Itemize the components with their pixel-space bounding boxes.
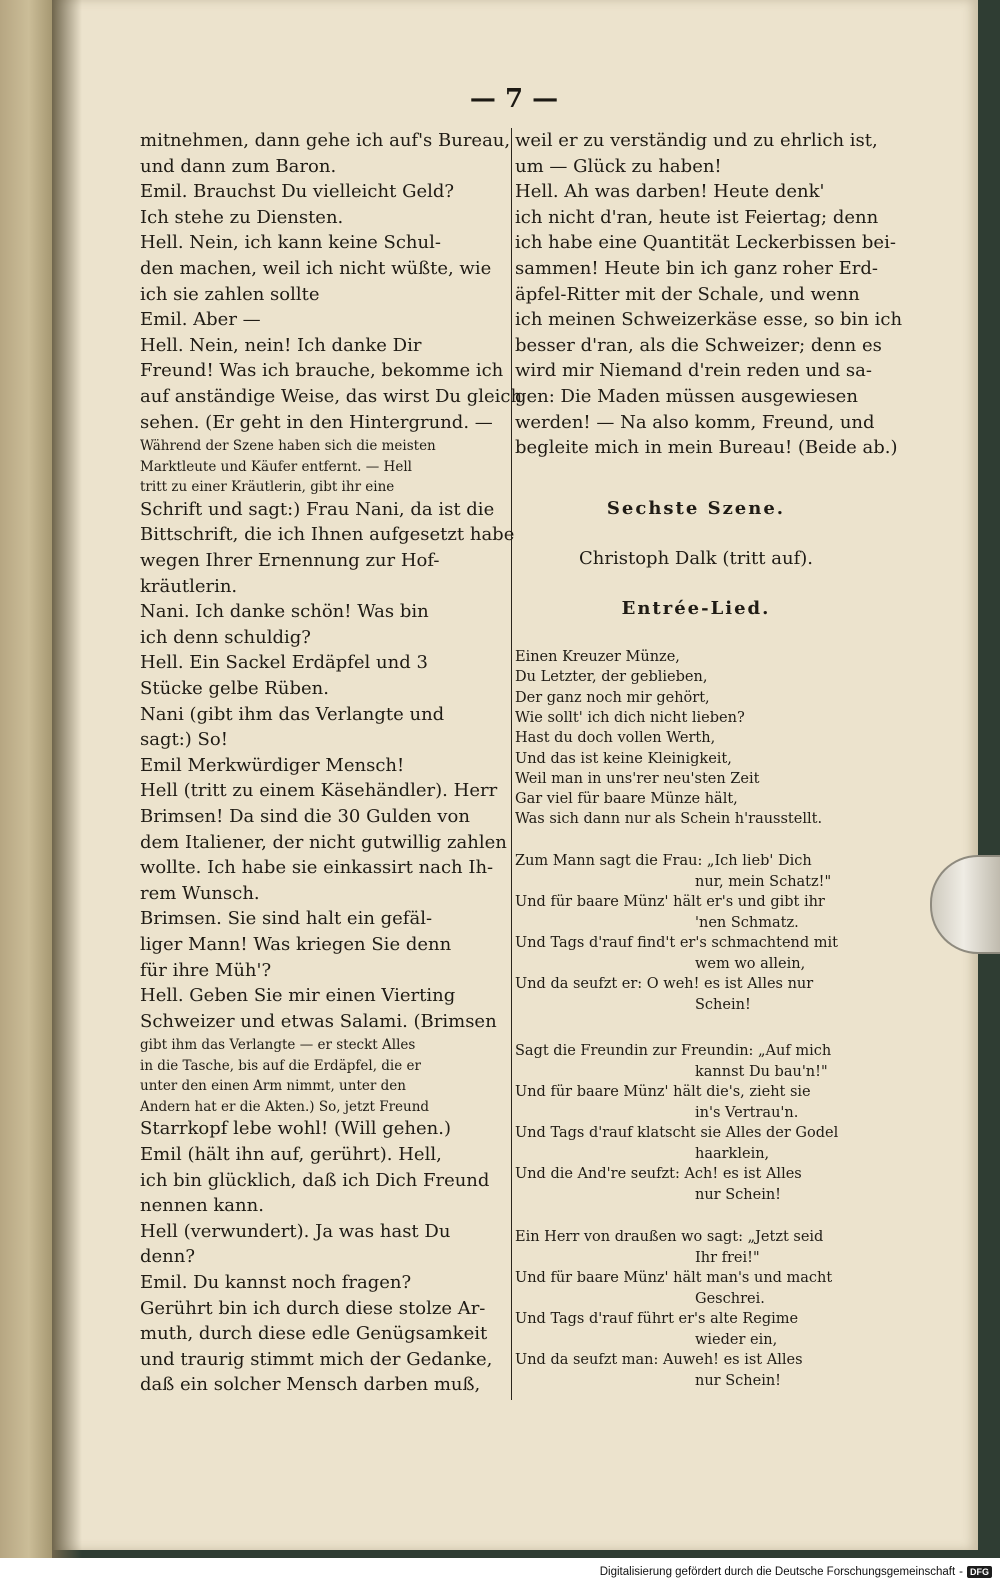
character-entry: Christoph Dalk (tritt auf). xyxy=(579,548,813,569)
text-line: in die Tasche, bis auf die Erdäpfel, die er xyxy=(140,1057,421,1074)
text-line: Hell (verwundert). Ja was hast Du xyxy=(140,1220,451,1242)
stanza-line: Und die And're seufzt: Ach! es ist Alles xyxy=(515,1166,802,1182)
verse-line: Gar viel für baare Münze hält, xyxy=(515,791,738,808)
page-number: — 7 — xyxy=(469,84,559,114)
stanza-line: Geschrei. xyxy=(695,1290,765,1307)
verse-line: Der ganz noch mir gehört, xyxy=(515,689,710,706)
text-line: Schweizer und etwas Salami. (Brimsen xyxy=(140,1010,497,1032)
stanza-line: Und für baare Münz' hält er's und gibt ihr xyxy=(515,894,825,910)
stanza-line: Schein! xyxy=(695,996,751,1013)
text-line: begleite mich in mein Bureau! (Beide ab.) xyxy=(515,437,898,459)
text-line: Hell. Nein, ich kann keine Schul- xyxy=(140,232,441,254)
stanza-line: in's Vertrau'n. xyxy=(695,1104,799,1121)
text-line: Stücke gelbe Rüben. xyxy=(140,677,329,699)
stanza-line: haarklein, xyxy=(695,1145,770,1162)
text-line: Hell. Ein Sackel Erdäpfel und 3 xyxy=(140,652,428,674)
text-line: kräutlerin. xyxy=(140,575,238,597)
text-line: besser d'ran, als die Schweizer; denn es xyxy=(515,334,882,356)
verse-line: Einen Kreuzer Münze, xyxy=(515,649,680,665)
text-line: ich bin glücklich, daß ich Dich Freund xyxy=(140,1169,490,1191)
stanza-line: Ein Herr von draußen wo sagt: „Jetzt seid xyxy=(515,1229,824,1245)
text-line: tritt zu einer Kräutlerin, gibt ihr eine xyxy=(140,479,395,496)
text-line: gen: Die Maden müssen ausgewiesen xyxy=(515,386,858,407)
text-line: liger Mann! Was kriegen Sie denn xyxy=(140,933,452,955)
text-line: sammen! Heute bin ich ganz roher Erd- xyxy=(515,258,879,279)
text-line: daß ein solcher Mensch darben muß, xyxy=(140,1374,481,1396)
stanza-line: Und für baare Münz' hält man's und macht xyxy=(515,1270,833,1286)
stanza-line: nur Schein! xyxy=(695,1372,781,1389)
text-line: Brimsen. Sie sind halt ein gefäl- xyxy=(140,908,433,930)
scene-heading: Sechste Szene. xyxy=(606,498,786,519)
text-line: Während der Szene haben sich die meisten xyxy=(140,438,436,455)
footer-credit: Digitalisierung gefördert durch die Deutsche Forschungsgemeinschaft - DFG xyxy=(600,1563,992,1581)
verse-line: Was sich dann nur als Schein h'rausstellt. xyxy=(515,811,823,828)
text-line: Hell. Nein, nein! Ich danke Dir xyxy=(140,334,422,356)
text-line: Emil (hält ihn auf, gerührt). Hell, xyxy=(140,1143,442,1165)
stanza-line: nur, mein Schatz!" xyxy=(695,873,832,890)
text-line: Brimsen! Da sind die 30 Gulden von xyxy=(140,805,470,827)
stanza-line: nur Schein! xyxy=(695,1186,781,1203)
text-line: Bittschrift, die ich Ihnen aufgesetzt habe xyxy=(140,524,515,546)
stanza-line: Und da seufzt man: Auweh! es ist Alles xyxy=(515,1352,803,1368)
stanza-line: 'nen Schmatz. xyxy=(695,914,799,931)
text-line: Freund! Was ich brauche, bekomme ich xyxy=(140,360,504,382)
text-line: Nani. Ich danke schön! Was bin xyxy=(140,601,429,623)
text-line: sehen. (Er geht in den Hintergrund. — xyxy=(140,411,493,433)
text-line: Emil. Aber — xyxy=(140,309,261,331)
text-line: Emil. Brauchst Du vielleicht Geld? xyxy=(140,181,455,203)
verse-line: Hast du doch vollen Werth, xyxy=(515,730,716,747)
text-line: gibt ihm das Verlangte — er steckt Alles xyxy=(140,1037,416,1054)
text-line: dem Italiener, der nicht gutwillig zahlen xyxy=(140,831,507,853)
text-line: unter den einen Arm nimmt, unter den xyxy=(140,1078,406,1095)
gutter-shadow xyxy=(52,0,82,1558)
text-line: um — Glück zu haben! xyxy=(515,155,722,177)
text-line: weil er zu verständig und zu ehrlich ist, xyxy=(515,130,878,151)
stanza-line: kannst Du bau'n!" xyxy=(695,1063,828,1080)
verse-line: Du Letzter, der geblieben, xyxy=(515,669,708,686)
text-line: wird mir Niemand d'rein reden und sa- xyxy=(515,360,872,382)
text-line: äpfel-Ritter mit der Schale, und wenn xyxy=(515,283,860,305)
text-line: ich meinen Schweizerkäse esse, so bin ich xyxy=(515,309,903,331)
text-line: Andern hat er die Akten.) So, jetzt Freund xyxy=(140,1098,430,1115)
text-line: den machen, weil ich nicht wüßte, wie xyxy=(140,258,492,279)
text-line: muth, durch diese edle Genügsamkeit xyxy=(140,1323,488,1345)
text-line: werden! — Na also komm, Freund, und xyxy=(515,411,875,433)
stanza-line: wem wo allein, xyxy=(695,955,806,972)
song-title: Entrée-Lied. xyxy=(621,598,771,619)
text-line: nennen kann. xyxy=(140,1195,264,1217)
text-line: auf anständige Weise, das wirst Du gleich xyxy=(140,386,523,407)
text-line: denn? xyxy=(140,1246,196,1268)
verse-line: Und das ist keine Kleinigkeit, xyxy=(515,750,732,767)
verse-line: Weil man in uns'rer neu'sten Zeit xyxy=(515,770,760,787)
verse-line: Wie sollt' ich dich nicht lieben? xyxy=(515,709,745,726)
stanza-line: Und da seufzt er: O weh! es ist Alles nur xyxy=(515,976,814,992)
column-divider xyxy=(511,128,512,1400)
stanza-line: Und Tags d'rauf führt er's alte Regime xyxy=(515,1311,799,1327)
text-line: Emil Merkwürdiger Mensch! xyxy=(140,754,405,776)
text-line: Hell (tritt zu einem Käsehändler). Herr xyxy=(140,780,498,802)
stanza-line: Und Tags d'rauf find't er's schmachtend mit xyxy=(515,935,839,951)
text-line: Schrift und sagt:) Frau Nani, da ist die xyxy=(140,498,495,520)
text-line: für ihre Müh'? xyxy=(140,959,272,981)
stanza-line: Und Tags d'rauf klatscht sie Alles der Godel xyxy=(515,1125,839,1141)
text-line: rem Wunsch. xyxy=(140,882,260,904)
text-line: Starrkopf lebe wohl! (Will gehen.) xyxy=(140,1118,451,1140)
text-line: ich denn schuldig? xyxy=(140,626,311,648)
text-line: ich nicht d'ran, heute ist Feiertag; denn xyxy=(515,206,879,228)
text-line: wegen Ihrer Ernennung zur Hof- xyxy=(140,549,440,571)
text-line: sagt:) So! xyxy=(140,729,228,751)
text-line: Nani (gibt ihm das Verlangte und xyxy=(140,703,445,725)
text-line: Gerührt bin ich durch diese stolze Ar- xyxy=(140,1297,486,1319)
left-page-edge xyxy=(0,0,52,1558)
stanza-line: Zum Mann sagt die Frau: „Ich lieb' Dich xyxy=(515,853,812,869)
stanza-line: Sagt die Freundin zur Freundin: „Auf mich xyxy=(515,1043,832,1059)
text-line: ich sie zahlen sollte xyxy=(140,283,320,305)
text-line: mitnehmen, dann gehe ich auf's Bureau, xyxy=(140,130,511,151)
stanza-line: Und für baare Münz' hält die's, zieht sie xyxy=(515,1084,811,1100)
text-line: Hell. Ah was darben! Heute denk' xyxy=(515,181,825,203)
text-line: ich habe eine Quantität Leckerbissen bei- xyxy=(515,232,896,254)
text-line: Hell. Geben Sie mir einen Vierting xyxy=(140,985,456,1007)
text-line: Marktleute und Käufer entfernt. — Hell xyxy=(140,458,412,475)
dfg-logo: DFG xyxy=(967,1566,992,1578)
text-line: und traurig stimmt mich der Gedanke, xyxy=(140,1348,493,1370)
text-line: Ich stehe zu Diensten. xyxy=(140,206,344,228)
stanza-line: Ihr frei!" xyxy=(695,1249,760,1266)
footer-credit-text: Digitalisierung gefördert durch die Deutsche Forschungsgemeinschaft xyxy=(599,1566,956,1578)
stanza-line: wieder ein, xyxy=(695,1331,778,1348)
text-line: Emil. Du kannst noch fragen? xyxy=(140,1271,412,1293)
text-line: wollte. Ich habe sie einkassirt nach Ih- xyxy=(140,857,494,879)
text-line: und dann zum Baron. xyxy=(140,155,337,177)
